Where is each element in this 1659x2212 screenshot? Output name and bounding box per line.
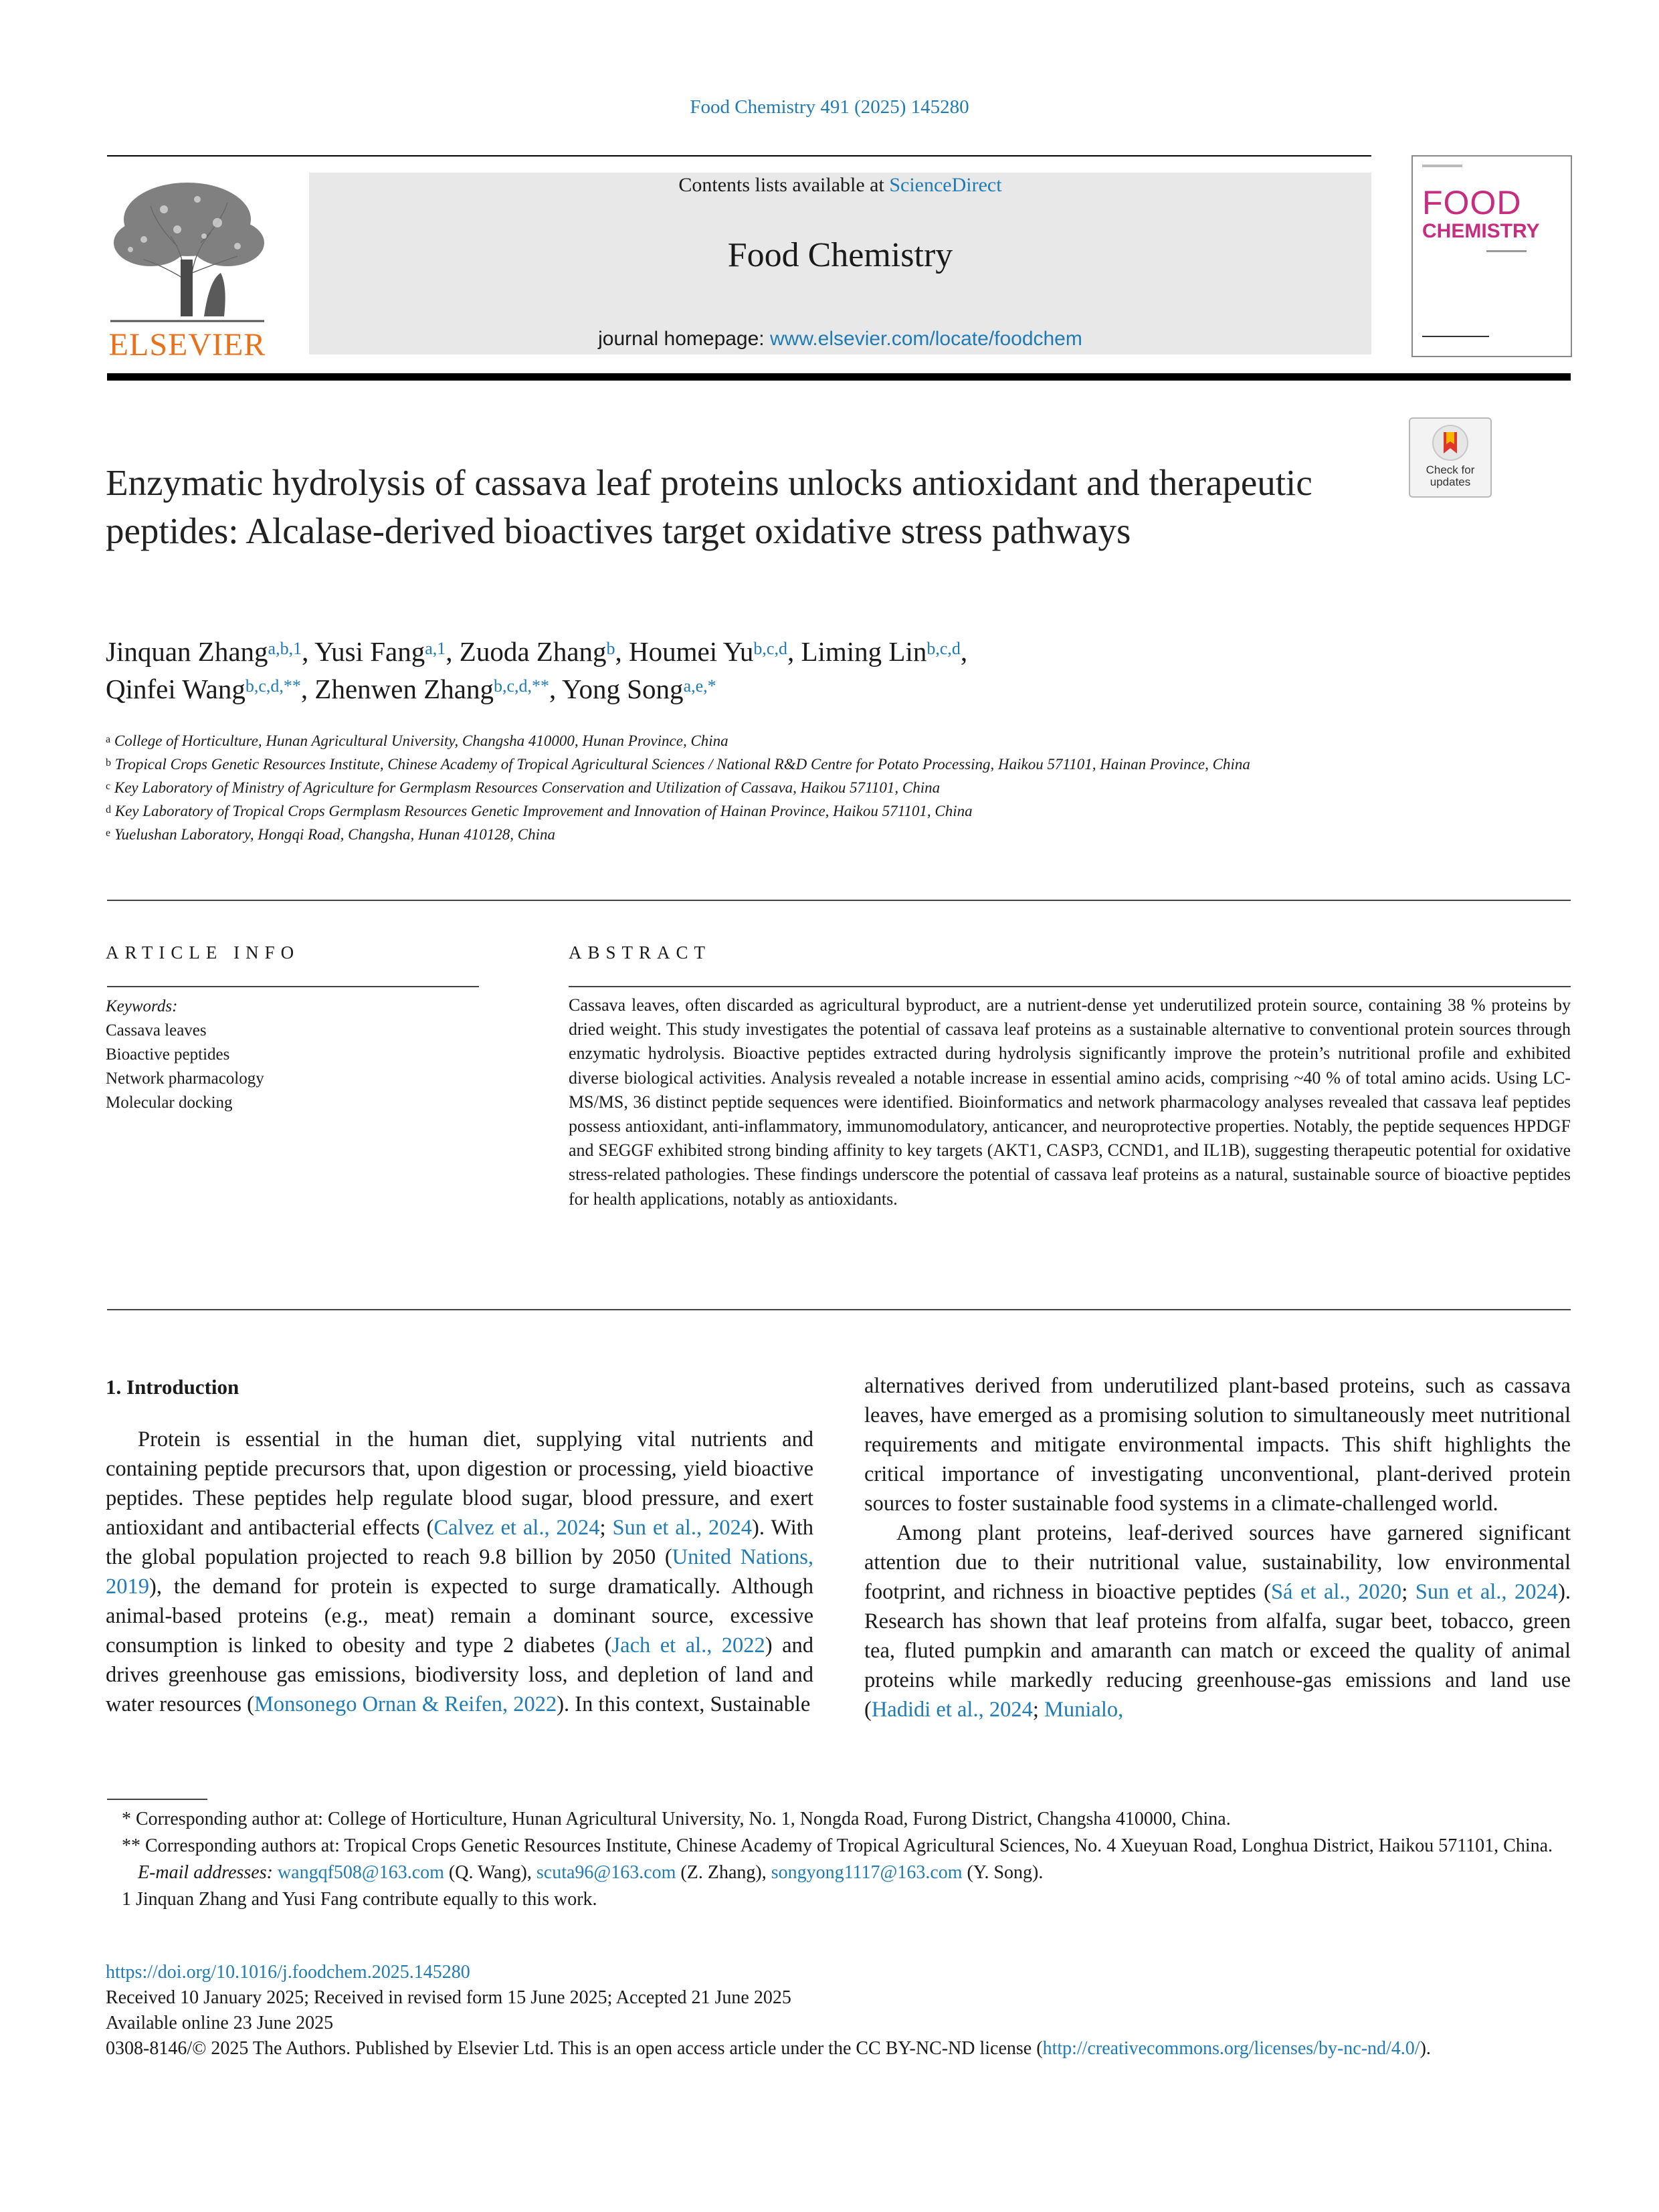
affiliation-item xyxy=(106,752,1377,776)
author-affiliation-marks[interactable]: a,1 xyxy=(425,639,446,658)
cover-decoration xyxy=(1422,165,1462,167)
affiliation-item xyxy=(106,729,1377,752)
author-name[interactable]: Qinfei Wang xyxy=(106,674,246,704)
footnote-rule xyxy=(107,1799,207,1800)
body-text: ). With the global population projected to reach 9.8 billion by 2050 ( xyxy=(106,1516,814,1569)
header-top-rule xyxy=(107,155,1371,157)
check-for-updates-button[interactable] xyxy=(1409,417,1492,498)
body-text: ). In this context, Sustainable xyxy=(557,1692,811,1716)
license-text: 0308-8146/© 2025 The Authors. Published by Elsevier Ltd. This is an open access article under the CC BY-NC-ND license ( xyxy=(106,2038,1043,2059)
abstract-text: Cassava leaves, often discarded as agricultural byproduct, are a nutrient-dense yet underutilized protein source, containing 38 % proteins by dried weight. This study investigates the potential of cassava leaf proteins as a sustainable alternative to conventional protein sources through enzymatic hydrolysis. Bioactive peptides extracted during hydrolysis significantly improve the protein’s nutritional profile and exhibited diverse biological activities. Analysis revealed a notable increase in essential amino acids, comprising ~40 % of total amino acids. Using LC-MS/MS, 36 distinct peptide sequences were identified. Bioinformatics and network pharmacology analyses revealed that cassava leaf peptides possess antioxidant, anti-inflammatory, immunomodulatory, anticancer, and neuroprotective properties. Notably, the peptide sequences HPDGF and SEGGF exhibited strong binding affinity to key targets (AKT1, CASP3, CCND1, and IL1B), suggesting therapeutic potential for oxidative stress-related pathologies. These findings underscore the potential of cassava leaf proteins as a natural, sustainable source of bioactive peptides for health applications, notably as antioxidants. xyxy=(569,995,1571,1209)
header-thick-rule xyxy=(107,373,1571,381)
email-addresses xyxy=(106,1859,1571,1886)
available-online-date: Available online 23 June 2025 xyxy=(106,2013,334,2033)
email-owner: (Q. Wang), xyxy=(444,1862,536,1883)
journal-homepage-link[interactable]: www.elsevier.com/locate/foodchem xyxy=(769,328,1082,350)
author-affiliation-marks[interactable]: a,b,1 xyxy=(268,639,302,658)
affiliation-key: a xyxy=(106,734,111,745)
body-column-left xyxy=(106,1425,813,1719)
paragraph: alternatives derived from underutilized plant-based proteins, such as cassava leaves, have emerged as a promising solution to simultaneously meet nutritional requirements and mitigate environmental impacts. This shift highlights the critical importance of investigating unconventional, plant-derived protein sources to foster sustainable food systems in a climate-challenged world. xyxy=(864,1374,1571,1516)
body-text: ; xyxy=(1032,1698,1044,1722)
affiliation-text: College of Horticulture, Hunan Agricultural University, Changsha 410000, Hunan Province, China xyxy=(114,732,728,749)
author-affiliation-marks[interactable]: a,e,* xyxy=(683,676,716,696)
affiliation-text: Tropical Crops Genetic Resources Institute, Chinese Academy of Tropical Agricultural Sciences / National R&D Centre for Potato Processing, Haikou 571101, Hainan Province, China xyxy=(114,756,1250,773)
citation-link[interactable]: Jach et al., 2022 xyxy=(611,1633,765,1657)
keyword-item: Cassava leaves xyxy=(106,1021,207,1039)
equal-contribution-note: 1 Jinquan Zhang and Yusi Fang contribute equally to this work. xyxy=(122,1889,597,1910)
journal-name: Food Chemistry xyxy=(727,236,953,274)
cover-title-chemistry: CHEMISTRY xyxy=(1422,220,1540,242)
license-text: ). xyxy=(1420,2038,1431,2059)
author-name[interactable]: Liming Lin xyxy=(801,636,927,667)
affiliation-text: Key Laboratory of Tropical Crops Germplasm Resources Genetic Improvement and Innovation of Hainan Province, Haikou 571101, China xyxy=(114,803,973,819)
keyword-item: Molecular docking xyxy=(106,1094,233,1112)
journal-reference-link[interactable]: Food Chemistry 491 (2025) 145280 xyxy=(690,96,969,118)
affiliation-text: Key Laboratory of Ministry of Agriculture for Germplasm Resources Conservation and Utilization of Cassava, Haikou 571101, China xyxy=(114,779,941,796)
cover-decoration xyxy=(1422,336,1489,337)
email-link[interactable]: wangqf508@163.com xyxy=(277,1862,444,1883)
section-divider xyxy=(107,900,1571,901)
body-text: ). Research has shown that leaf proteins from alfalfa, sugar beet, tobacco, green tea, fluted pumpkin and amaranth can match or exceed the quality of animal proteins while markedly reducing greenhouse-gas emissions and land use ( xyxy=(864,1580,1571,1722)
doi-link[interactable]: https://doi.org/10.1016/j.foodchem.2025.145280 xyxy=(106,1962,470,1983)
affiliation-key: e xyxy=(106,827,111,839)
body-text: ), the demand for protein is expected to surge dramatically. Although animal-based proteins (e.g., meat) remain a dominant source, excessive consumption is linked to obesity and type 2 diabetes ( xyxy=(106,1575,813,1657)
citation-link[interactable]: Munialo, xyxy=(1044,1698,1124,1722)
author-list: Jinquan Zhang$^{a,b,1}$, Yusi Fang$^{a,1}$, Zuoda Zhang$^b$, Houmei Yu$^{b,c,d}$, Liming Lin$^{b,c,d}$, Qinfei Wang$^{b,c,d,**}$, Zhenwen Zhang$^{b,c,d,**}$, Yong Song$^{a,e,*}$ xyxy=(106,636,968,704)
body-text: ; xyxy=(599,1516,613,1540)
author-name[interactable]: Yong Song xyxy=(562,674,684,704)
author-name[interactable]: Houmei Yu xyxy=(629,636,754,667)
abstract-rule xyxy=(569,986,1571,987)
section-heading-introduction: 1. Introduction xyxy=(106,1375,239,1399)
body-text: ) and drives greenhouse gas emissions, biodiversity loss, and depletion of land and water resources ( xyxy=(106,1633,813,1716)
abstract-heading: ABSTRACT xyxy=(569,942,712,963)
email-owner: (Z. Zhang), xyxy=(676,1862,771,1883)
contents-available-line xyxy=(309,174,1371,197)
cover-decoration xyxy=(1486,250,1527,252)
email-owner: (Y. Song). xyxy=(962,1862,1044,1883)
affiliation-key: c xyxy=(106,781,111,792)
email-link[interactable]: scuta96@163.com xyxy=(536,1862,676,1883)
citation-link[interactable]: Monsonego Ornan & Reifen, 2022 xyxy=(254,1692,557,1716)
check-for-updates-label: Check for updates xyxy=(1426,464,1475,488)
affiliation-item xyxy=(106,799,1377,823)
body-text: ; xyxy=(1401,1580,1416,1604)
author-affiliation-marks[interactable]: b,c,d xyxy=(926,639,961,658)
license-link[interactable]: http://creativecommons.org/licenses/by-nc-nd/4.0/ xyxy=(1042,2038,1420,2059)
keyword-item: Bioactive peptides xyxy=(106,1045,230,1064)
citation-link[interactable]: Calvez et al., 2024 xyxy=(433,1516,600,1540)
author-affiliation-marks[interactable]: b xyxy=(606,639,615,658)
author-affiliation-marks[interactable]: b,c,d xyxy=(753,639,787,658)
journal-cover-thumbnail[interactable] xyxy=(1411,155,1572,357)
affiliation-text: Yuelushan Laboratory, Hongqi Road, Changsha, Hunan 410128, China xyxy=(114,826,556,843)
email-link[interactable]: songyong1117@163.com xyxy=(771,1862,963,1883)
affiliation-list xyxy=(106,729,1377,846)
citation-link[interactable]: Sá et al., 2020 xyxy=(1270,1580,1402,1604)
elsevier-logo-text: ELSEVIER xyxy=(108,327,266,363)
license-statement xyxy=(106,2036,1571,2062)
author-name[interactable]: Zhenwen Zhang xyxy=(314,674,494,704)
received-dates: Received 10 January 2025; Received in revised form 15 June 2025; Accepted 21 June 2025 xyxy=(106,1987,791,2008)
publication-info xyxy=(106,1960,1571,2062)
affiliation-key: b xyxy=(106,757,111,769)
citation-link[interactable]: Sun et al., 2024 xyxy=(612,1516,753,1540)
article-title: Enzymatic hydrolysis of cassava leaf proteins unlocks antioxidant and therapeutic peptides: Alcalase-derived bioactives target oxidative stress pathways xyxy=(106,462,1312,551)
journal-homepage-line xyxy=(309,328,1371,350)
article-info-heading: ARTICLE INFO xyxy=(106,942,300,963)
footnotes xyxy=(106,1806,1571,1913)
sciencedirect-link[interactable]: ScienceDirect xyxy=(889,174,1002,196)
contents-prefix: Contents lists available at xyxy=(678,174,890,196)
affiliation-key: d xyxy=(106,804,111,815)
homepage-prefix: journal homepage: xyxy=(598,328,770,350)
bookmark-icon xyxy=(1432,424,1469,462)
section-divider xyxy=(107,1309,1571,1310)
body-column-right xyxy=(864,1371,1571,1724)
elsevier-tree-logo-icon xyxy=(104,173,271,326)
author-name[interactable]: Yusi Fang xyxy=(314,636,425,667)
citation-link[interactable]: Sun et al., 2024 xyxy=(1415,1580,1559,1604)
paragraph xyxy=(106,1425,813,1719)
affiliation-item xyxy=(106,823,1377,846)
article-info-rule xyxy=(107,986,479,987)
keyword-item: Network pharmacology xyxy=(106,1070,264,1088)
keywords-label: Keywords: xyxy=(106,997,178,1015)
body-text: Among plant proteins, leaf-derived sources have garnered significant attention due to their nutritional value, sustainability, low environmental footprint, and richness in bioactive peptides ( xyxy=(864,1521,1571,1604)
email-label: E-mail addresses: xyxy=(138,1862,273,1883)
citation-link[interactable]: Hadidi et al., 2024 xyxy=(871,1698,1033,1722)
corresponding-authors-note: ** Corresponding authors at: Tropical Crops Genetic Resources Institute, Chinese Academy of Tropical Agricultural Sciences, No. 4 Xueyuan Road, Longhua District, Haikou 571101, China. xyxy=(122,1835,1553,1856)
affiliation-item xyxy=(106,776,1377,799)
keywords-block xyxy=(106,995,480,1115)
citation-link[interactable]: United Nations, 2019 xyxy=(106,1545,813,1599)
author-affiliation-marks[interactable]: b,c,d,** xyxy=(493,676,550,696)
author-affiliation-marks[interactable]: b,c,d,** xyxy=(245,676,301,696)
author-name[interactable]: Zuoda Zhang xyxy=(459,636,607,667)
body-text: Protein is essential in the human diet, supplying vital nutrients and containing peptide precursors that, upon digestion or processing, yield bioactive peptides. These peptides help regulate blood sugar, blood pressure, and exert antioxidant and antibacterial effects ( xyxy=(106,1427,813,1540)
corresponding-author-note: * Corresponding author at: College of Horticulture, Hunan Agricultural University, No. 1, Nongda Road, Furong District, Changsha 410000, China. xyxy=(122,1809,1231,1829)
author-name[interactable]: Jinquan Zhang xyxy=(106,636,268,667)
cover-title-food: FOOD xyxy=(1422,184,1522,221)
paragraph xyxy=(864,1518,1571,1724)
